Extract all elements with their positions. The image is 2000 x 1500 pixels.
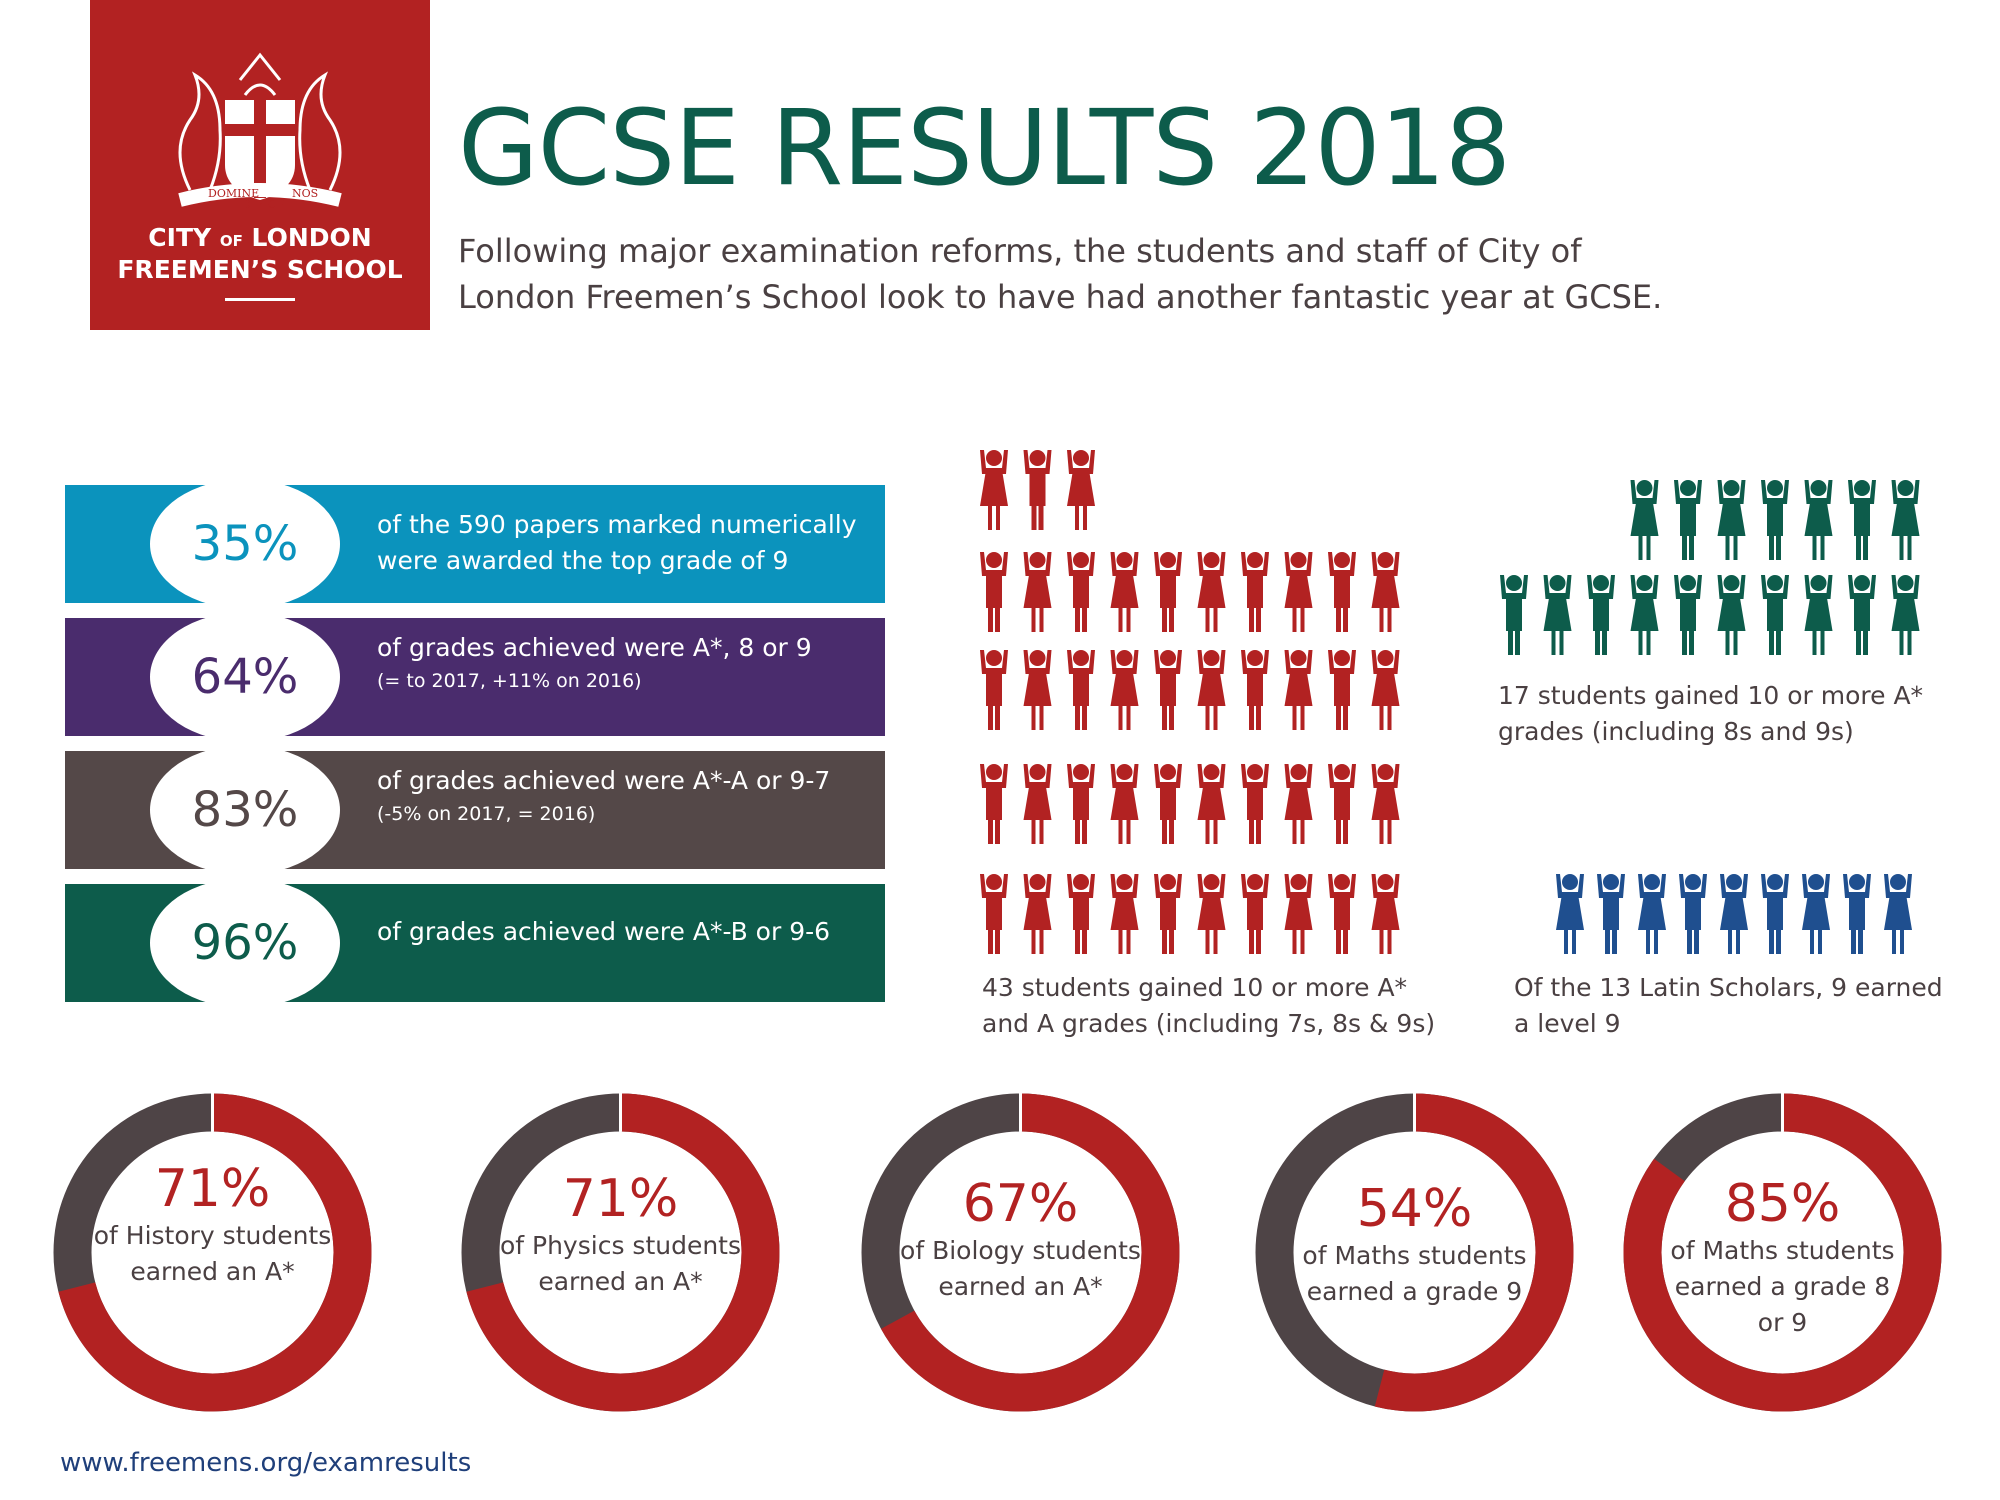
donut-label <box>1282 1180 1547 1310</box>
student-figure-icon <box>1024 874 1052 954</box>
stat-text: of grades achieved were A*, 8 or 9 (= to 2017, +11% on 2016) <box>377 630 877 696</box>
student-figure-icon <box>1198 874 1226 954</box>
donut-description: of History students earned an A* <box>93 1221 332 1286</box>
student-figure-icon <box>1285 764 1313 844</box>
student-figure-icon <box>1761 480 1789 560</box>
donut-percent: 85% <box>1724 1174 1841 1234</box>
student-figure-icon <box>1761 874 1789 954</box>
logo-name-line2: FREEMEN’S SCHOOL <box>117 255 403 284</box>
donut-percent: 54% <box>1356 1179 1473 1239</box>
stat-text: of the 590 papers marked numerically were awarded the top grade of 9 <box>377 510 857 575</box>
student-figure-icon <box>1500 575 1528 655</box>
student-figure-icon <box>1067 552 1095 632</box>
student-figure-icon <box>1638 874 1666 954</box>
stat-oval: 64% <box>150 612 340 742</box>
student-figure-icon <box>1285 552 1313 632</box>
student-figure-icon <box>1372 650 1400 730</box>
donut-percent: 71% <box>562 1169 679 1229</box>
student-figure-icon <box>1154 874 1182 954</box>
red-pictogram-caption: 43 students gained 10 or more A* and A grades (including 7s, 8s & 9s) <box>982 973 1436 1038</box>
student-figure-icon <box>1241 552 1269 632</box>
student-figure-icon <box>1884 874 1912 954</box>
motto-right: NOS <box>292 187 319 200</box>
student-figure-icon <box>1802 874 1830 954</box>
student-figure-icon <box>980 552 1008 632</box>
student-figure-icon <box>1067 450 1095 530</box>
student-figure-icon <box>1674 575 1702 655</box>
student-figure-icon <box>1892 480 1920 560</box>
student-figure-icon <box>1024 764 1052 844</box>
motto-center: DIRIGE <box>242 198 285 211</box>
student-figure-icon <box>1631 480 1659 560</box>
donut-biology <box>858 1090 1183 1415</box>
green-pictogram-caption: 17 students gained 10 or more A* grades (including 8s and 9s) <box>1498 681 1924 746</box>
student-figure-icon <box>1718 480 1746 560</box>
donut-label <box>498 1170 743 1300</box>
logo-name-line1: CITY OF LONDON <box>148 223 372 252</box>
student-figure-icon <box>1674 480 1702 560</box>
student-figure-icon <box>1848 480 1876 560</box>
stat-subtext: (= to 2017, +11% on 2016) <box>377 670 642 692</box>
donut-description: of Physics students earned an A* <box>499 1231 742 1296</box>
donut-maths-grade9 <box>1252 1090 1577 1415</box>
donut-label <box>90 1160 335 1290</box>
page-title: GCSE RESULTS 2018 <box>458 87 1510 209</box>
blue-pictogram-caption: Of the 13 Latin Scholars, 9 earned a level 9 <box>1514 973 1943 1038</box>
student-figure-icon <box>1328 764 1356 844</box>
donut-history <box>50 1090 375 1415</box>
student-figure-icon <box>1587 575 1615 655</box>
student-figure-icon <box>1067 874 1095 954</box>
student-figure-icon <box>1761 575 1789 655</box>
student-figure-icon <box>1285 650 1313 730</box>
stat-oval: 96% <box>150 878 340 1008</box>
student-figure-icon <box>980 874 1008 954</box>
stat-text: of grades achieved were A*-B or 9-6 <box>377 917 831 946</box>
student-figure-icon <box>1631 575 1659 655</box>
donut-label <box>1660 1175 1905 1341</box>
student-figure-icon <box>1154 552 1182 632</box>
student-figure-icon <box>1328 650 1356 730</box>
student-figure-icon <box>1241 764 1269 844</box>
student-figure-icon <box>1679 874 1707 954</box>
student-figure-icon <box>1241 650 1269 730</box>
student-figure-icon <box>1892 575 1920 655</box>
student-figure-icon <box>1067 764 1095 844</box>
student-figure-icon <box>1556 874 1584 954</box>
student-figure-icon <box>980 650 1008 730</box>
donut-label <box>898 1175 1143 1305</box>
student-figure-icon <box>1154 650 1182 730</box>
student-figure-icon <box>1111 764 1139 844</box>
intro-text: Following major examination reforms, the students and staff of City of London Freemen’s School look to have had another fantastic year at GCSE. <box>458 232 1663 316</box>
stat-text: of grades achieved were A*-A or 9-7 (-5% on 2017, = 2016) <box>377 763 877 829</box>
student-figure-icon <box>1154 764 1182 844</box>
student-figure-icon <box>1111 552 1139 632</box>
student-figure-icon <box>1024 552 1052 632</box>
student-figure-icon <box>1198 764 1226 844</box>
student-figure-icon <box>1241 874 1269 954</box>
student-figure-icon <box>1544 575 1572 655</box>
student-figure-icon <box>1024 450 1052 530</box>
footer-url[interactable]: www.freemens.org/examresults <box>60 1448 472 1478</box>
student-figure-icon <box>1372 874 1400 954</box>
stat-oval: 35% <box>150 479 340 609</box>
student-figure-icon <box>1328 552 1356 632</box>
student-figure-icon <box>1718 575 1746 655</box>
student-figure-icon <box>1328 874 1356 954</box>
student-figure-icon <box>1285 874 1313 954</box>
student-figure-icon <box>1597 874 1625 954</box>
student-figure-icon <box>1720 874 1748 954</box>
student-figure-icon <box>1372 764 1400 844</box>
student-figure-icon <box>1198 650 1226 730</box>
motto-left: DOMINE <box>208 187 260 200</box>
student-figure-icon <box>1111 874 1139 954</box>
donut-percent: 67% <box>962 1174 1079 1234</box>
student-figure-icon <box>1848 575 1876 655</box>
student-figure-icon <box>1024 650 1052 730</box>
student-figure-icon <box>1805 480 1833 560</box>
student-figure-icon <box>980 450 1008 530</box>
stat-oval: 83% <box>150 745 340 875</box>
stat-subtext: (-5% on 2017, = 2016) <box>377 803 596 825</box>
student-figure-icon <box>1843 874 1871 954</box>
donut-physics <box>458 1090 783 1415</box>
donut-description: of Maths students earned a grade 9 <box>1302 1241 1527 1306</box>
donut-description: of Biology students earned an A* <box>900 1236 1141 1301</box>
student-figure-icon <box>1067 650 1095 730</box>
student-figure-icon <box>980 764 1008 844</box>
donut-percent: 71% <box>154 1159 271 1219</box>
donut-description: of Maths students earned a grade 8 or 9 <box>1670 1236 1895 1337</box>
student-figure-icon <box>1198 552 1226 632</box>
student-figure-icon <box>1372 552 1400 632</box>
student-figure-icon <box>1111 650 1139 730</box>
student-figure-icon <box>1805 575 1833 655</box>
donut-maths-grade8-9 <box>1620 1090 1945 1415</box>
